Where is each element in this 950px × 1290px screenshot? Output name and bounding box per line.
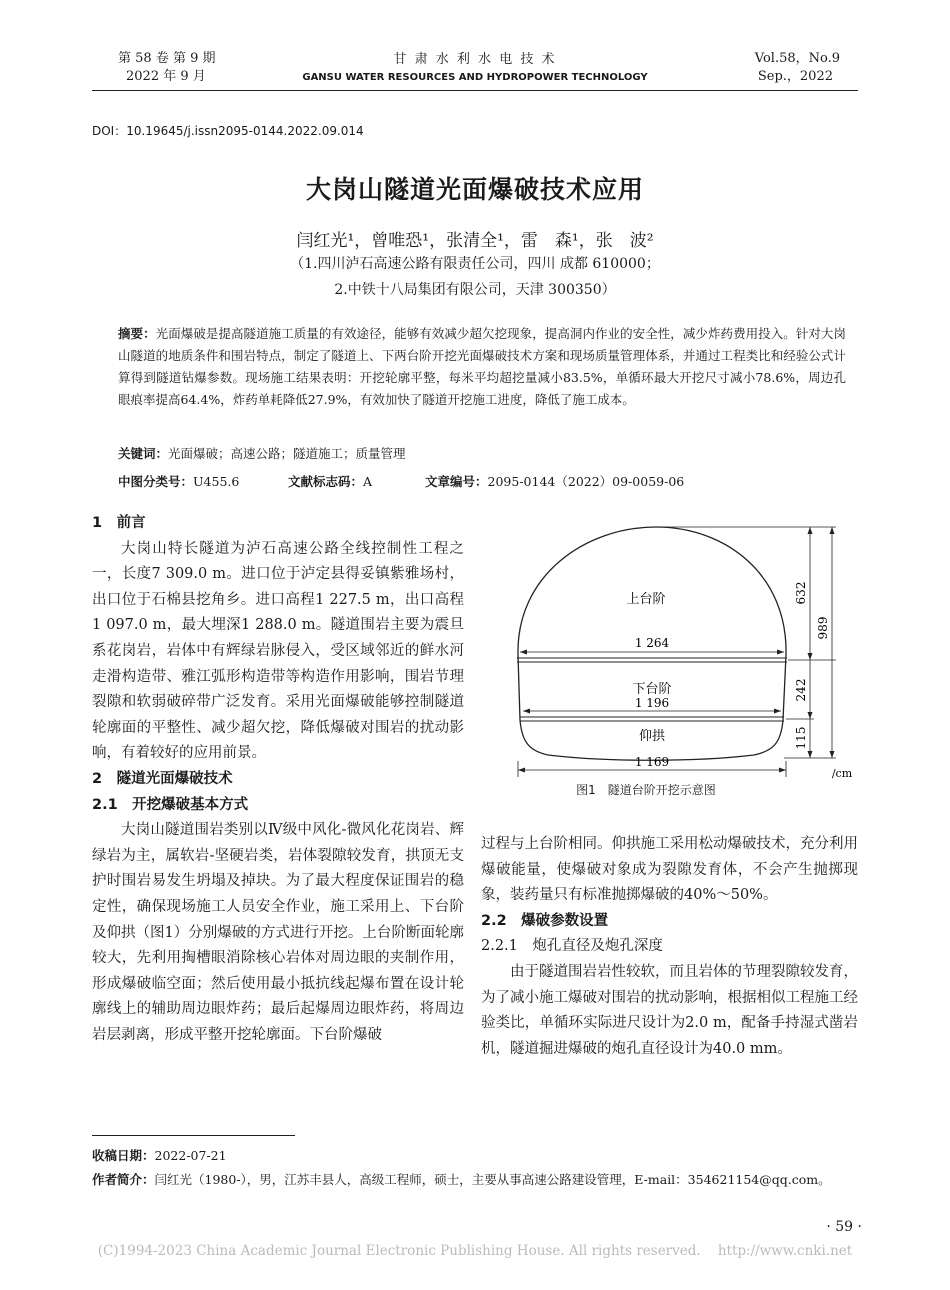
header-journal-cn: 甘 肃 水 利 水 电 技 术 xyxy=(393,52,557,67)
copyright-line: (C)1994-2023 China Academic Journal Electronic Publishing House. All rights reserved. http://www.cnki.net xyxy=(97,1243,853,1259)
label-height-989: 989 xyxy=(816,616,830,640)
label-height-115: 115 xyxy=(794,726,808,750)
keywords-label: 关键词： xyxy=(118,446,169,461)
footnote-rule xyxy=(92,1135,295,1136)
left-column xyxy=(92,511,464,1048)
doc-value: A xyxy=(363,474,373,489)
label-width-1264: 1 264 xyxy=(634,636,670,650)
author-bio-label: 作者简介： xyxy=(92,1172,155,1187)
keywords xyxy=(118,444,406,462)
clc-number xyxy=(118,472,239,490)
affiliation-2: 2.中铁十八局集团有限公司，天津 300350） xyxy=(334,282,616,298)
figure-1-caption: 图1 隧道台阶开挖示意图 xyxy=(576,783,716,797)
article-title: 大岗山隧道光面爆破技术应用 xyxy=(305,175,644,204)
label-height-632: 632 xyxy=(794,581,808,605)
abstract xyxy=(118,323,846,411)
article-number xyxy=(425,472,684,490)
label-upper-bench: 上台阶 xyxy=(626,592,666,607)
received-label: 收稿日期： xyxy=(92,1148,155,1163)
section-1-heading: 1 前言 xyxy=(92,515,146,531)
header-date-en: Sep.，2022 xyxy=(757,69,833,84)
section-2-1-paragraph: 大岗山隧道围岩类别以Ⅳ级中风化-微风化花岗岩、辉绿岩为主，属软岩-坚硬岩类，岩体裂隙较发育，拱顶无支护时围岩易发生坍塌及掉块。为了最大程度保证围岩的稳定性，确保现场施工人员安全作业，施工采用上、下台阶及仰拱（图1）分别爆破的方式进行开挖。上台阶断面轮廓较大，先利用掏槽眼消除核心岩体对周边眼的夹制作用，形成爆破临空面；然后使用最小抵抗线起爆布置在设计轮廓线上的辅助周边眼炸药；最后起爆周边眼炸药，将周边岩层剥离，形成平整开挖轮廓面。下台阶爆破 xyxy=(92,822,464,1043)
keywords-text: 光面爆破；高速公路；隧道施工；质量管理 xyxy=(168,446,406,461)
label-unit: /cm xyxy=(831,767,853,780)
header-journal-en: GANSU WATER RESOURCES AND HYDROPOWER TECHNOLOGY xyxy=(302,72,648,83)
right-column xyxy=(481,832,858,1062)
section-2-2-heading: 2.2 爆破参数设置 xyxy=(481,912,609,929)
label-invert: 仰拱 xyxy=(638,729,666,744)
header-volume-en: Vol.58，No.9 xyxy=(754,51,840,66)
figure-1 xyxy=(496,515,856,800)
received-date xyxy=(92,1146,227,1164)
doc-label: 文献标志码： xyxy=(288,474,364,489)
clc-label: 中图分类号： xyxy=(118,474,194,489)
document-code xyxy=(288,472,372,490)
header-volume-cn: 第 58 卷 第 9 期 xyxy=(118,51,216,66)
label-lower-bench: 下台阶 xyxy=(632,682,672,697)
label-height-242: 242 xyxy=(794,678,808,702)
header-date-cn: 2022 年 9 月 xyxy=(126,69,206,84)
clc-value: U455.6 xyxy=(193,474,240,489)
section-1-paragraph: 大岗山特长隧道为泸石高速公路全线控制性工程之一，长度7 309.0 m。进口位于泸定县得妥镇紫雅场村，出口位于石棉县挖角乡。进口高程1 227.5 m，出口高程1 097.0 m，最大埋深1 288.0 m。隧道围岩主要为震旦系花岗岩，岩体中有辉绿岩脉侵入，受区域邻近的鲜水河走滑构造带、雅江弧形构造带等构造作用影响，围岩节理裂隙和软弱破碎带广泛发育。采用光面爆破能够控制隧道轮廓面的平整性、减少超欠挖，降低爆破对围岩的扰动影响，有着较好的应用前景。 xyxy=(92,540,464,762)
right-paragraph-continued: 过程与上台阶相同。仰拱施工采用松动爆破技术，充分利用爆破能量，使爆破对象成为裂隙发育体，不会产生抛掷现象，装药量只有标准抛掷爆破的40%～50%。 xyxy=(481,836,858,904)
affiliation-1: （1.四川泸石高速公路有限责任公司，四川 成都 610000； xyxy=(290,256,660,272)
art-label: 文章编号： xyxy=(425,474,488,489)
header-rule xyxy=(92,90,858,91)
author-bio xyxy=(92,1170,862,1188)
page-number: · 59 · xyxy=(826,1219,862,1235)
abstract-label: 摘要： xyxy=(118,326,156,341)
art-value: 2095-0144（2022）09-0059-06 xyxy=(487,474,685,489)
section-2-heading: 2 隧道光面爆破技术 xyxy=(92,770,233,787)
section-2-2-1-paragraph: 由于隧道围岩岩性较软，而且岩体的节理裂隙较发育，为了减小施工爆破对围岩的扰动影响，根据相似工程施工经验类比，单循环实际进尺设计为2.0 m，配备手持湿式凿岩机，隧道掘进爆破的炮孔直径设计为40.0 mm。 xyxy=(481,963,858,1057)
section-2-1-heading: 2.1 开挖爆破基本方式 xyxy=(92,796,249,813)
received-value: 2022-07-21 xyxy=(154,1148,227,1163)
doi: DOI：10.19645/j.issn2095-0144.2022.09.014 xyxy=(92,124,364,138)
author-bio-text: 闫红光（1980-），男，江苏丰县人，高级工程师，硕士，主要从事高速公路建设管理，E-mail：354621154@qq.com。 xyxy=(154,1172,831,1187)
abstract-text: 光面爆破是提高隧道施工质量的有效途径，能够有效减少超欠挖现象，提高洞内作业的安全性，减少炸药费用投入。针对大岗山隧道的地质条件和围岩特点，制定了隧道上、下两台阶开挖光面爆破技术方案和现场质量管理体系，并通过工程类比和经验公式计算得到隧道钻爆参数。现场施工结果表明：开挖轮廓平整，每米平均超挖量减小83.5%，单循环最大开挖尺寸减小78.6%，周边孔眼痕率提高64.4%，炸药单耗降低27.9%，有效加快了隧道开挖施工进度，降低了施工成本。 xyxy=(118,326,846,407)
label-width-1169: 1 169 xyxy=(634,755,670,769)
section-2-2-1-heading: 2.2.1 炮孔直径及炮孔深度 xyxy=(481,938,663,955)
label-width-1196: 1 196 xyxy=(634,696,670,710)
authors: 闫红光¹，曾唯恐¹，张清全¹，雷 森¹，张 波² xyxy=(296,231,654,251)
